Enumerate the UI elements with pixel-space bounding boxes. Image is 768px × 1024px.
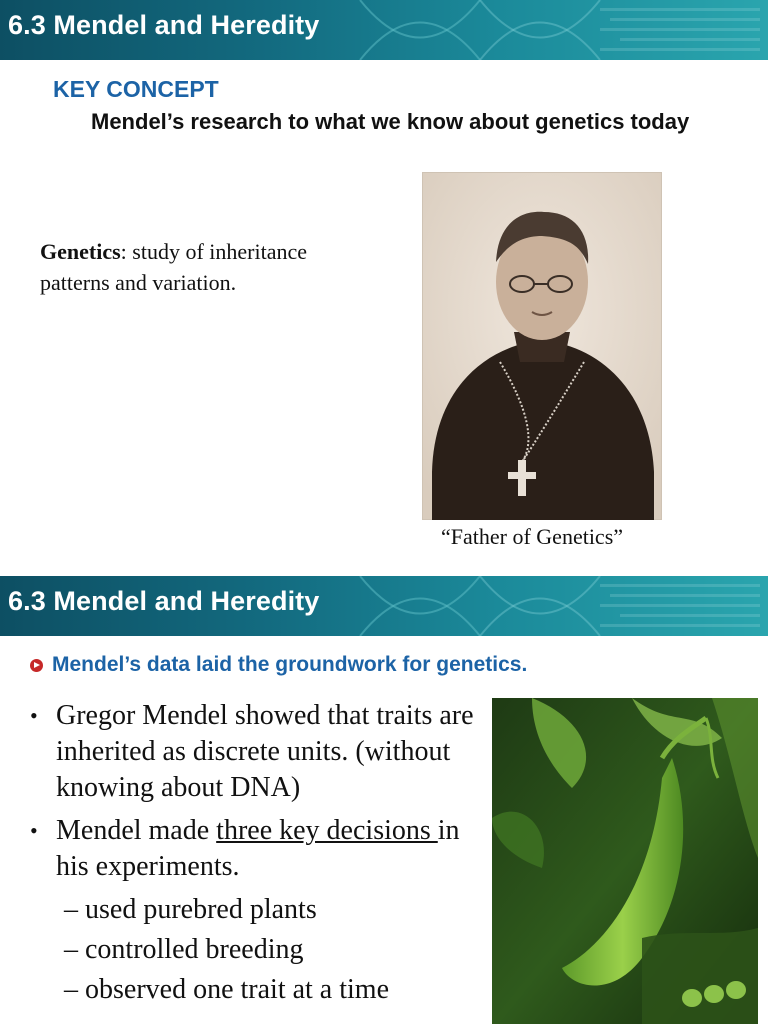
bullet-text-end: in his experiments. [56,815,460,882]
dash-bullet-icon: – [64,894,85,925]
sub-bullet-item [30,972,490,1008]
mendel-portrait-image [422,172,662,520]
sub-bullet-text: observed one trait at a time [85,974,389,1005]
bullet-dot-icon: • [30,703,38,728]
red-arrow-bullet-icon [30,659,43,672]
portrait-caption: “Father of Genetics” [441,524,624,549]
key-concept-text: Mendel’s research to what we know about genetics today [91,109,690,134]
bullet-item [30,698,490,806]
sub-bullet-text: controlled breeding [85,934,304,965]
underlined-phrase: three key decisions [216,815,438,846]
slide-title: 6.3 Mendel and Heredity [8,586,320,616]
bullet-list [30,698,490,1012]
sub-bullet-text: used purebred plants [85,894,317,925]
key-concept-label: KEY CONCEPT [53,76,219,102]
genetics-term: Genetics [40,239,121,264]
main-idea-text: Mendel’s data laid the groundwork for genetics. [52,653,528,676]
bullet-text-start: Mendel made [56,815,217,846]
bullet-item [30,813,490,885]
title-banner [0,0,768,60]
bullet-text: Gregor Mendel showed that traits are inherited as discrete units. (without knowing about DNA) [56,700,474,803]
pea-pod-photo [492,698,758,1024]
sub-bullet-item [30,892,490,928]
bullet-dot-icon: • [30,818,38,843]
genetics-definition-text: : study of inheritance patterns and variation. [40,239,307,295]
genetics-definition [40,236,380,298]
main-idea-heading [30,653,527,677]
sub-bullet-item [30,932,490,968]
slide-2 [0,576,768,1024]
title-banner [0,576,768,636]
dash-bullet-icon: – [64,974,85,1005]
dash-bullet-icon: – [64,934,85,965]
slide-title: 6.3 Mendel and Heredity [8,10,320,40]
